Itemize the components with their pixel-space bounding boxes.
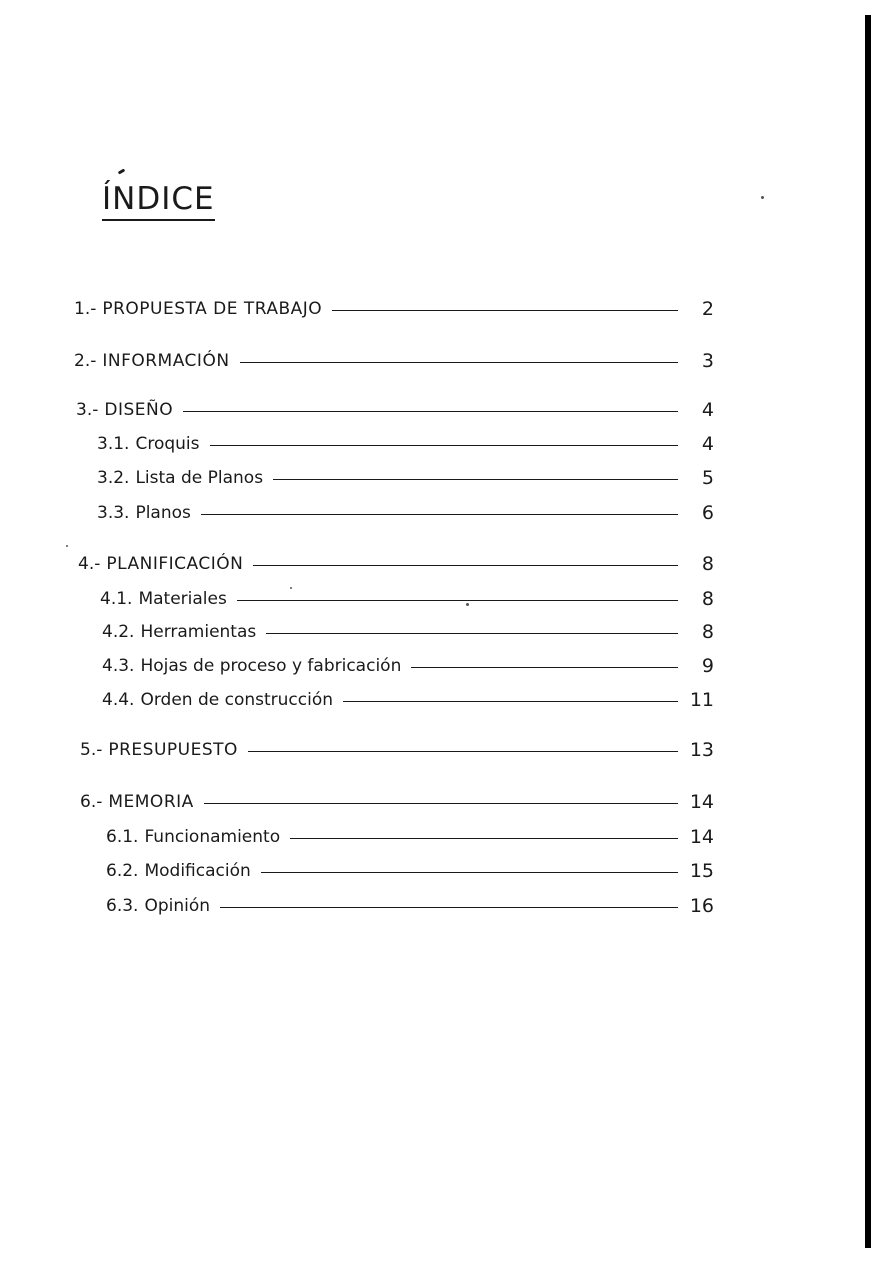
toc-entry-label: PRESUPUESTO xyxy=(108,740,238,760)
toc-entry-page: 16 xyxy=(689,895,714,917)
scan-speck xyxy=(290,587,292,589)
toc-entry-number: 5.- xyxy=(80,740,103,760)
toc-entry-page: 8 xyxy=(701,588,714,610)
toc-entry-label: Planos xyxy=(135,503,191,523)
toc-entry-label: Opinión xyxy=(144,896,211,916)
toc-entry-page: 15 xyxy=(689,860,714,882)
toc-entry-label: PLANIFICACIÓN xyxy=(106,554,244,574)
toc-entry-number: 6.2. xyxy=(106,861,139,881)
toc-entry-label: PROPUESTA DE TRABAJO xyxy=(102,299,323,319)
toc-entry-label: DISEÑO xyxy=(104,400,174,420)
toc-entry-number: 3.- xyxy=(76,400,99,420)
toc-entry-label: Herramientas xyxy=(140,622,257,642)
toc-entry-3-2[interactable] xyxy=(97,465,714,491)
toc-entry-number: 6.3. xyxy=(106,896,139,916)
toc-entry-4-2[interactable] xyxy=(102,619,714,645)
toc-entry-6-1[interactable] xyxy=(106,824,714,850)
toc-entry-number: 4.2. xyxy=(102,622,135,642)
toc-leader-line xyxy=(273,479,678,480)
toc-entry-page: 13 xyxy=(689,739,714,761)
toc-leader-line xyxy=(220,907,678,908)
toc-entry-3-3[interactable] xyxy=(97,500,714,526)
toc-entry-label: Modificación xyxy=(144,861,251,881)
toc-leader-line xyxy=(237,600,678,601)
toc-entry-1[interactable] xyxy=(74,296,714,322)
toc-entry-label: Hojas de proceso y fabricación xyxy=(140,656,402,676)
toc-leader-line xyxy=(201,514,678,515)
toc-entry-page: 14 xyxy=(689,826,714,848)
toc-leader-line xyxy=(253,565,678,566)
toc-entry-page: 11 xyxy=(689,689,714,711)
toc-entry-number: 4.- xyxy=(78,554,101,574)
toc-entry-4[interactable] xyxy=(78,551,714,577)
toc-entry-5[interactable] xyxy=(80,737,714,763)
toc-entry-number: 6.1. xyxy=(106,827,139,847)
toc-entry-4-1[interactable] xyxy=(100,586,714,612)
toc-entry-label: Orden de construcción xyxy=(140,690,334,710)
toc-entry-3[interactable] xyxy=(76,397,714,423)
title-accent-mark xyxy=(118,168,126,174)
toc-entry-page: 4 xyxy=(701,399,714,421)
toc-leader-line xyxy=(343,701,678,702)
toc-entry-number: 2.- xyxy=(74,351,97,371)
toc-entry-3-1[interactable] xyxy=(97,431,714,457)
toc-entry-label: Materiales xyxy=(138,589,227,609)
scan-speck xyxy=(761,196,764,199)
toc-entry-label: Croquis xyxy=(135,434,200,454)
toc-entry-page: 3 xyxy=(701,350,714,372)
toc-entry-number: 6.- xyxy=(80,792,103,812)
toc-leader-line xyxy=(266,633,678,634)
toc-entry-page: 8 xyxy=(701,621,714,643)
toc-leader-line xyxy=(248,751,678,752)
toc-entry-page: 4 xyxy=(701,433,714,455)
toc-entry-4-3[interactable] xyxy=(102,653,714,679)
toc-entry-page: 9 xyxy=(701,655,714,677)
toc-entry-page: 2 xyxy=(701,298,714,320)
toc-entry-label: Funcionamiento xyxy=(144,827,281,847)
toc-leader-line xyxy=(332,310,678,311)
toc-entry-page: 14 xyxy=(689,791,714,813)
toc-entry-page: 6 xyxy=(701,502,714,524)
toc-entry-number: 3.3. xyxy=(97,503,130,523)
toc-entry-page: 8 xyxy=(701,553,714,575)
toc-entry-number: 4.3. xyxy=(102,656,135,676)
toc-leader-line xyxy=(411,667,678,668)
scan-edge-border xyxy=(865,15,871,1248)
toc-leader-line xyxy=(210,445,679,446)
toc-entry-page: 5 xyxy=(701,467,714,489)
toc-leader-line xyxy=(204,803,678,804)
toc-entry-4-4[interactable] xyxy=(102,687,714,713)
toc-entry-number: 1.- xyxy=(74,299,97,319)
toc-leader-line xyxy=(240,362,678,363)
toc-entry-6[interactable] xyxy=(80,789,714,815)
toc-leader-line xyxy=(261,872,678,873)
toc-entry-number: 3.1. xyxy=(97,434,130,454)
toc-entry-6-2[interactable] xyxy=(106,858,714,884)
toc-entry-number: 3.2. xyxy=(97,468,130,488)
toc-entry-number: 4.4. xyxy=(102,690,135,710)
toc-entry-2[interactable] xyxy=(74,348,714,374)
toc-entry-label: INFORMACIÓN xyxy=(102,351,230,371)
toc-entry-label: Lista de Planos xyxy=(135,468,264,488)
toc-leader-line xyxy=(183,411,678,412)
scan-speck xyxy=(466,603,469,606)
toc-leader-line xyxy=(290,838,678,839)
page-title: ÍNDICE xyxy=(102,184,215,221)
toc-entry-6-3[interactable] xyxy=(106,893,714,919)
toc-entry-label: MEMORIA xyxy=(108,792,194,812)
toc-entry-number: 4.1. xyxy=(100,589,133,609)
scan-speck xyxy=(66,545,68,547)
